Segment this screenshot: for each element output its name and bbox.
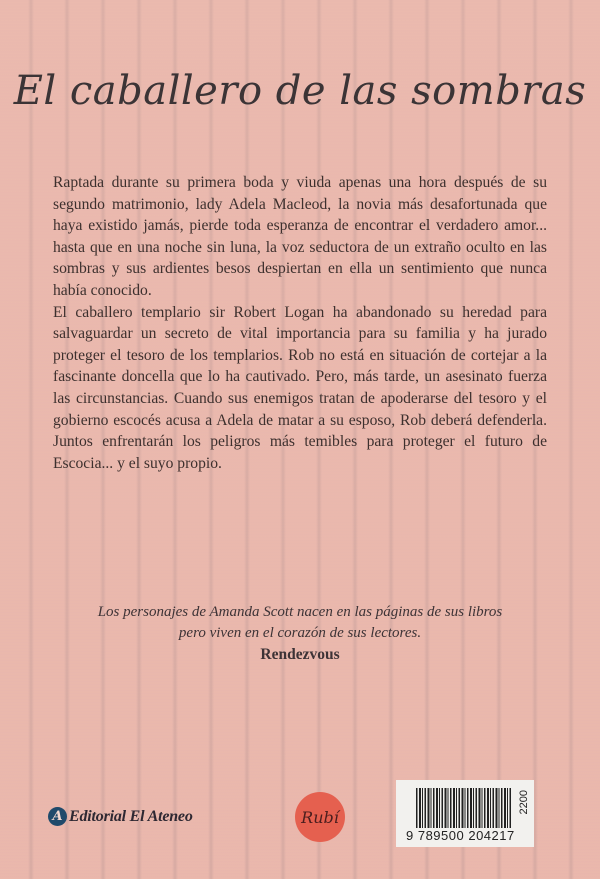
imprint-logo (295, 792, 345, 842)
synopsis-paragraph: Raptada durante su primera boda y viuda apenas una hora después de su segundo matrimonio, lady Adela Macleod, la novia más desafortunada que haya existido jamás, pierde toda esperanza de encontrar el verdadero amor... hasta que en una noche sin luna, la voz seductora de un extraño oculto en las sombras y sus ardientes besos despiertan en ella un sentimiento que nunca había conocido. (53, 174, 547, 299)
quote-line: pero viven en el corazón de sus lectores. (178, 625, 422, 641)
imprint-name: Rubí (301, 807, 339, 827)
barcode-bars-icon (416, 788, 511, 828)
book-title: El caballero de las sombras (13, 68, 587, 114)
synopsis-paragraph: El caballero templario sir Robert Logan ha abandonado su heredad para salvaguardar un secreto de vital importancia para su familia y ha jurado proteger el tesoro de los templarios. Rob no está en situación de cortejar a la fascinante doncella que lo ha cautivado. Pero, más tarde, un asesinato fuerza las circunstancias. Cuando sus enemigos tratan de apoderarse del tesoro y el gobierno escocés acusa a Adela de matar a su esposo, Rob deberá defenderla. Juntos enfrentarán los peligros más temibles para proteger el futuro de Escocia... y el suyo propio. (53, 303, 547, 472)
isbn-barcode (396, 780, 534, 847)
review-quote (60, 602, 540, 664)
publisher-name: Editorial El Ateneo (69, 807, 193, 825)
quote-source: Rendezvous (260, 646, 340, 663)
publisher-a-icon: A (48, 807, 67, 826)
quote-line: Los personajes de Amanda Scott nacen en las páginas de sus libros (97, 604, 503, 620)
barcode-number: 9 789500 204217 (406, 828, 515, 843)
barcode-addon: 2200 (518, 790, 530, 815)
publisher-logo (48, 807, 193, 826)
book-synopsis (53, 172, 547, 474)
